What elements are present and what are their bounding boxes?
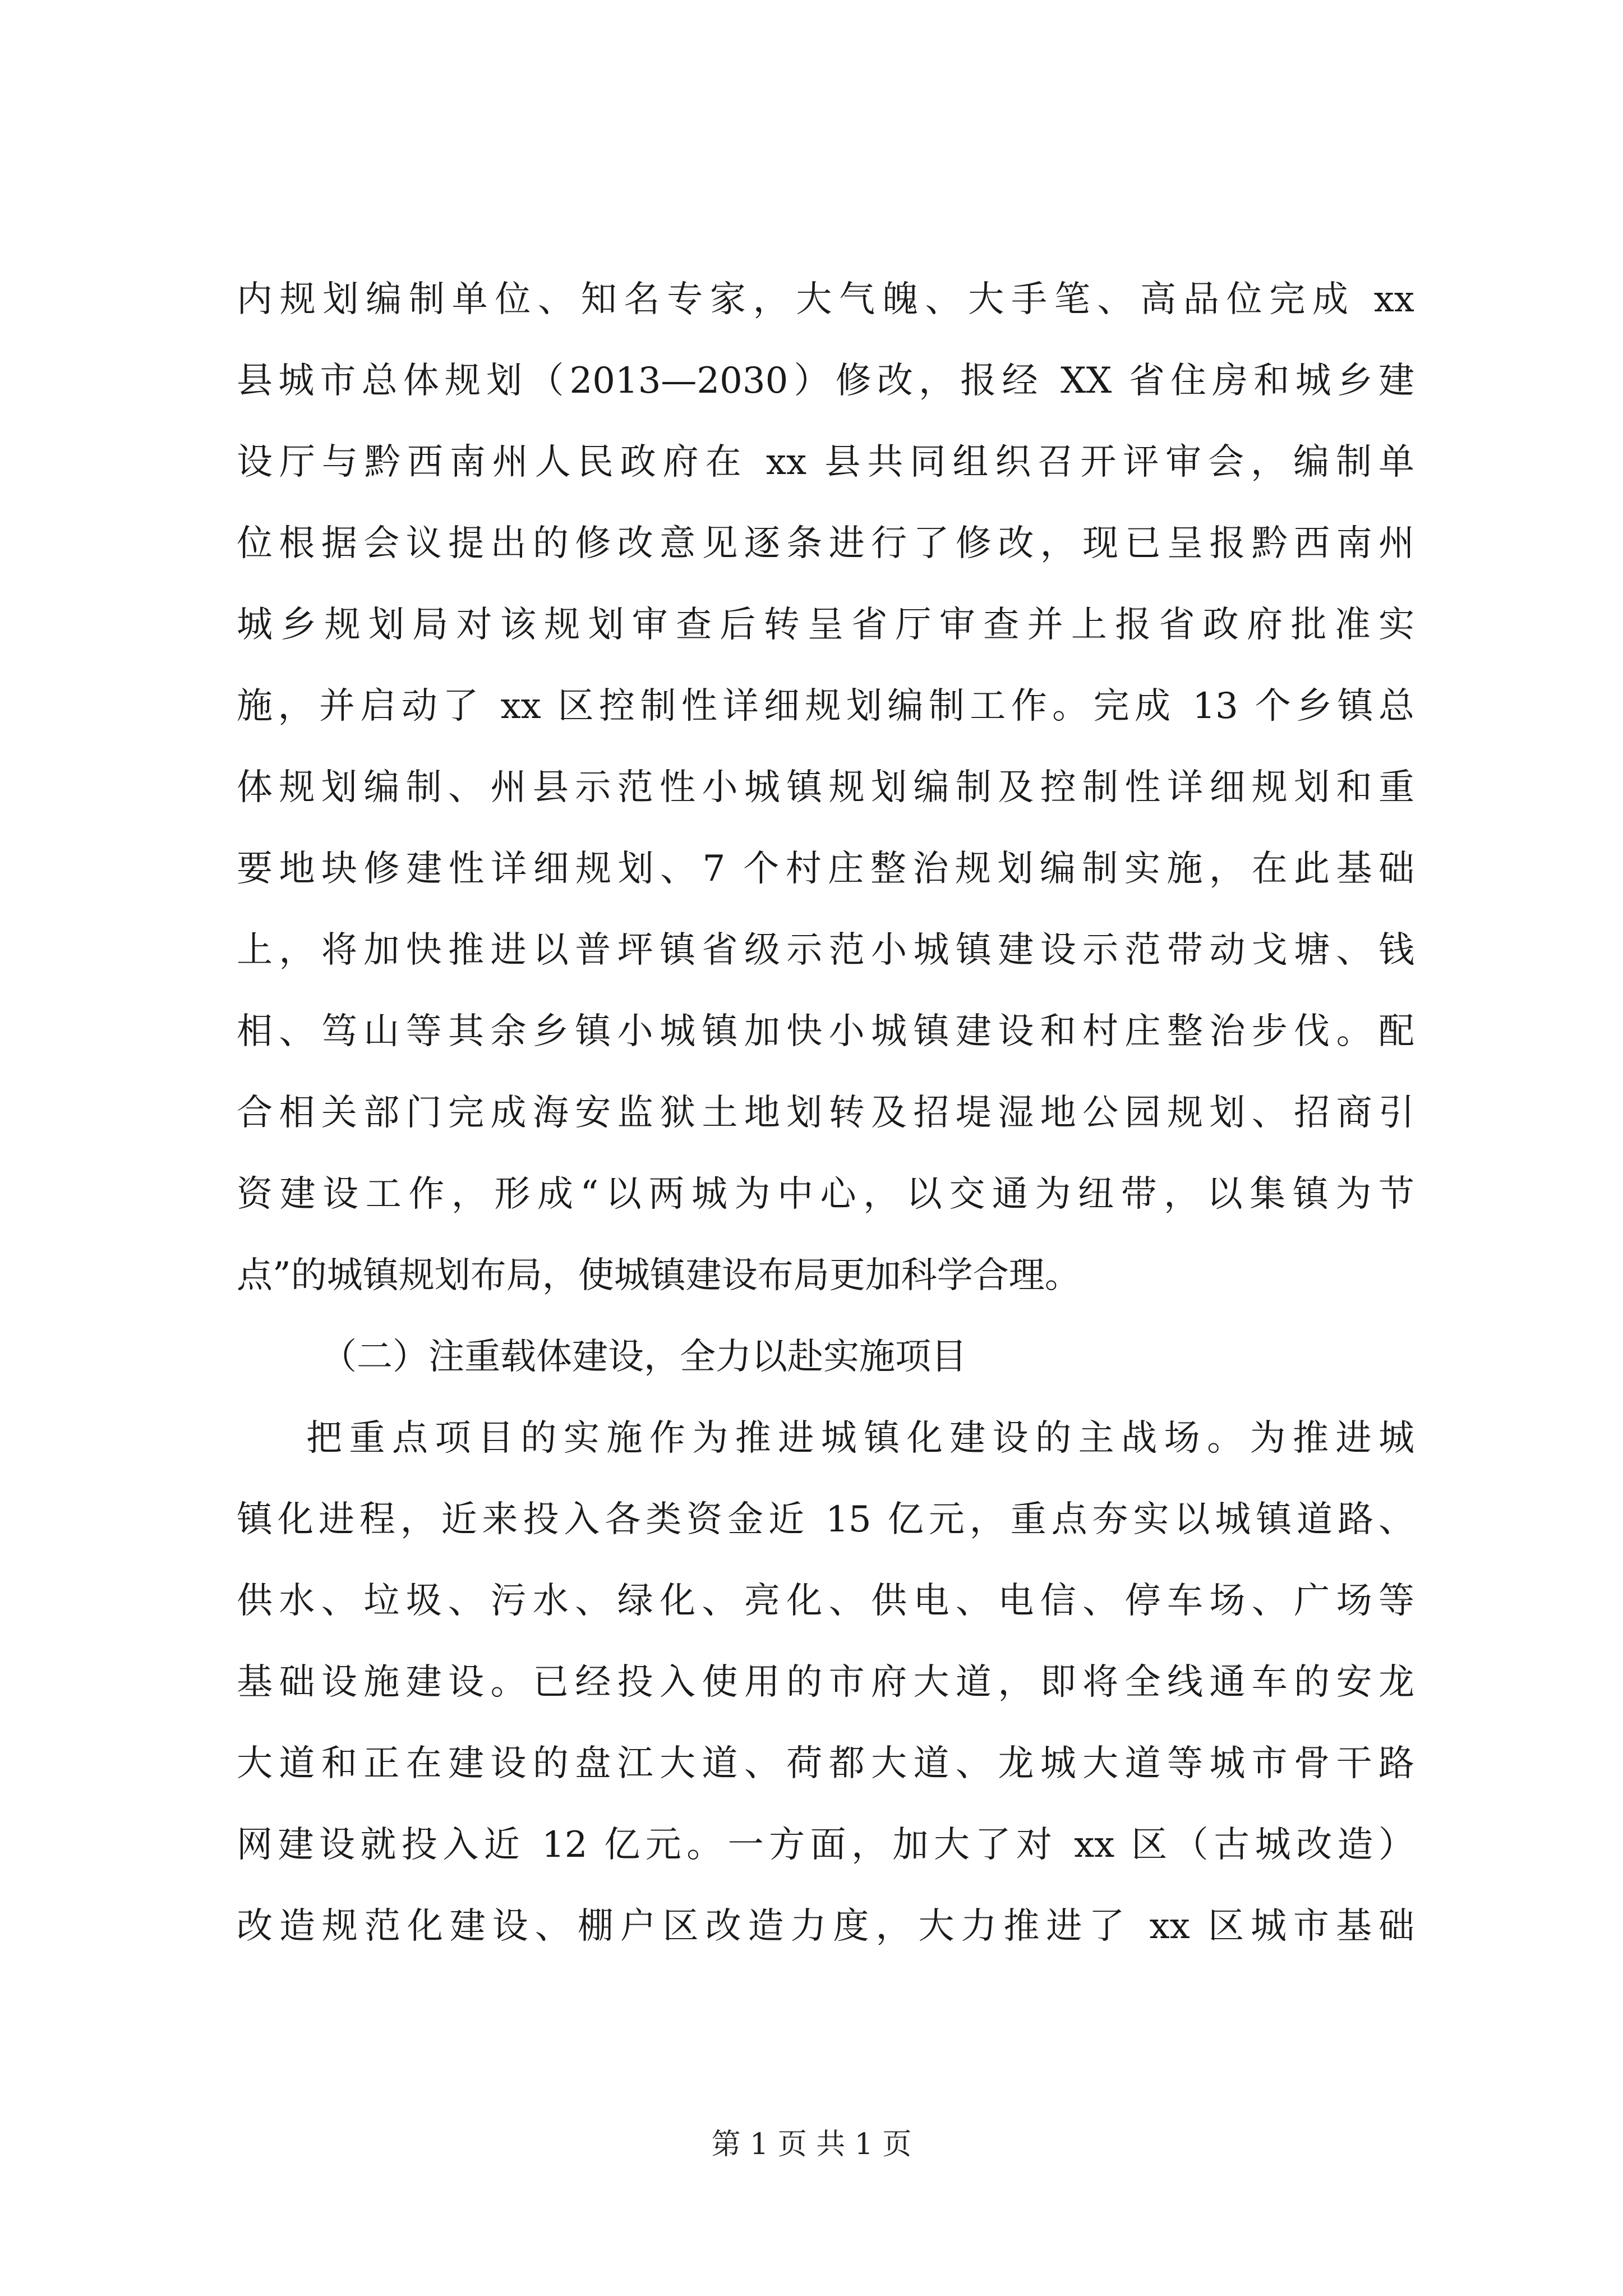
text-line: 施，并启动了 xx 区控制性详细规划编制工作。完成 13 个乡镇总: [237, 685, 1414, 727]
text-line: 合相关部门完成海安监狱土地划转及招堤湿地公园规划、招商引: [237, 1092, 1414, 1134]
text-line: 点”的城镇规划布局，使城镇建设布局更加科学合理。: [237, 1255, 1081, 1296]
text-line: 供水、垃圾、污水、绿化、亮化、供电、电信、停车场、广场等: [237, 1580, 1414, 1622]
text-line: 镇化进程，近来投入各类资金近 15 亿元，重点夯实以城镇道路、: [237, 1499, 1414, 1540]
document-body: [237, 259, 1414, 1967]
text-line: 相、笃山等其余乡镇小城镇加快小城镇建设和村庄整治步伐。配: [237, 1011, 1414, 1052]
text-line: 内规划编制单位、知名专家，大气魄、大手笔、高品位完成 xx: [237, 279, 1414, 320]
text-line: 改造规范化建设、棚户区改造力度，大力推进了 xx 区城市基础: [237, 1906, 1414, 1947]
text-line: 城乡规划局对该规划审查后转呈省厅审查并上报省政府批准实: [237, 604, 1414, 646]
section-heading: （二）注重载体建设，全力以赴实施项目: [321, 1336, 967, 1378]
page-number-footer: 第 1 页 共 1 页: [711, 2128, 912, 2161]
text-line: 设厅与黔西南州人民政府在 xx 县共同组织召开评审会，编制单: [237, 441, 1414, 483]
text-line: 上，将加快推进以普坪镇省级示范小城镇建设示范带动戈塘、钱: [237, 930, 1414, 971]
text-line: 资建设工作，形成“以两城为中心，以交通为纽带，以集镇为节: [237, 1174, 1414, 1215]
text-line: 要地块修建性详细规划、7 个村庄整治规划编制实施，在此基础: [237, 848, 1414, 890]
text-line: 大道和正在建设的盘江大道、荷都大道、龙城大道等城市骨干路: [237, 1743, 1414, 1784]
text-line: 位根据会议提出的修改意见逐条进行了修改，现已呈报黔西南州: [237, 523, 1414, 564]
text-line: 把重点项目的实施作为推进城镇化建设的主战场。为推进城: [306, 1418, 1414, 1459]
text-line: 网建设就投入近 12 亿元。一方面，加大了对 xx 区（古城改造）: [237, 1824, 1414, 1866]
text-line: 基础设施建设。已经投入使用的市府大道，即将全线通车的安龙: [237, 1662, 1414, 1703]
text-line: 县城市总体规划（2013—2030）修改，报经 XX 省住房和城乡建: [237, 360, 1414, 402]
text-line: 体规划编制、州县示范性小城镇规划编制及控制性详细规划和重: [237, 767, 1414, 808]
